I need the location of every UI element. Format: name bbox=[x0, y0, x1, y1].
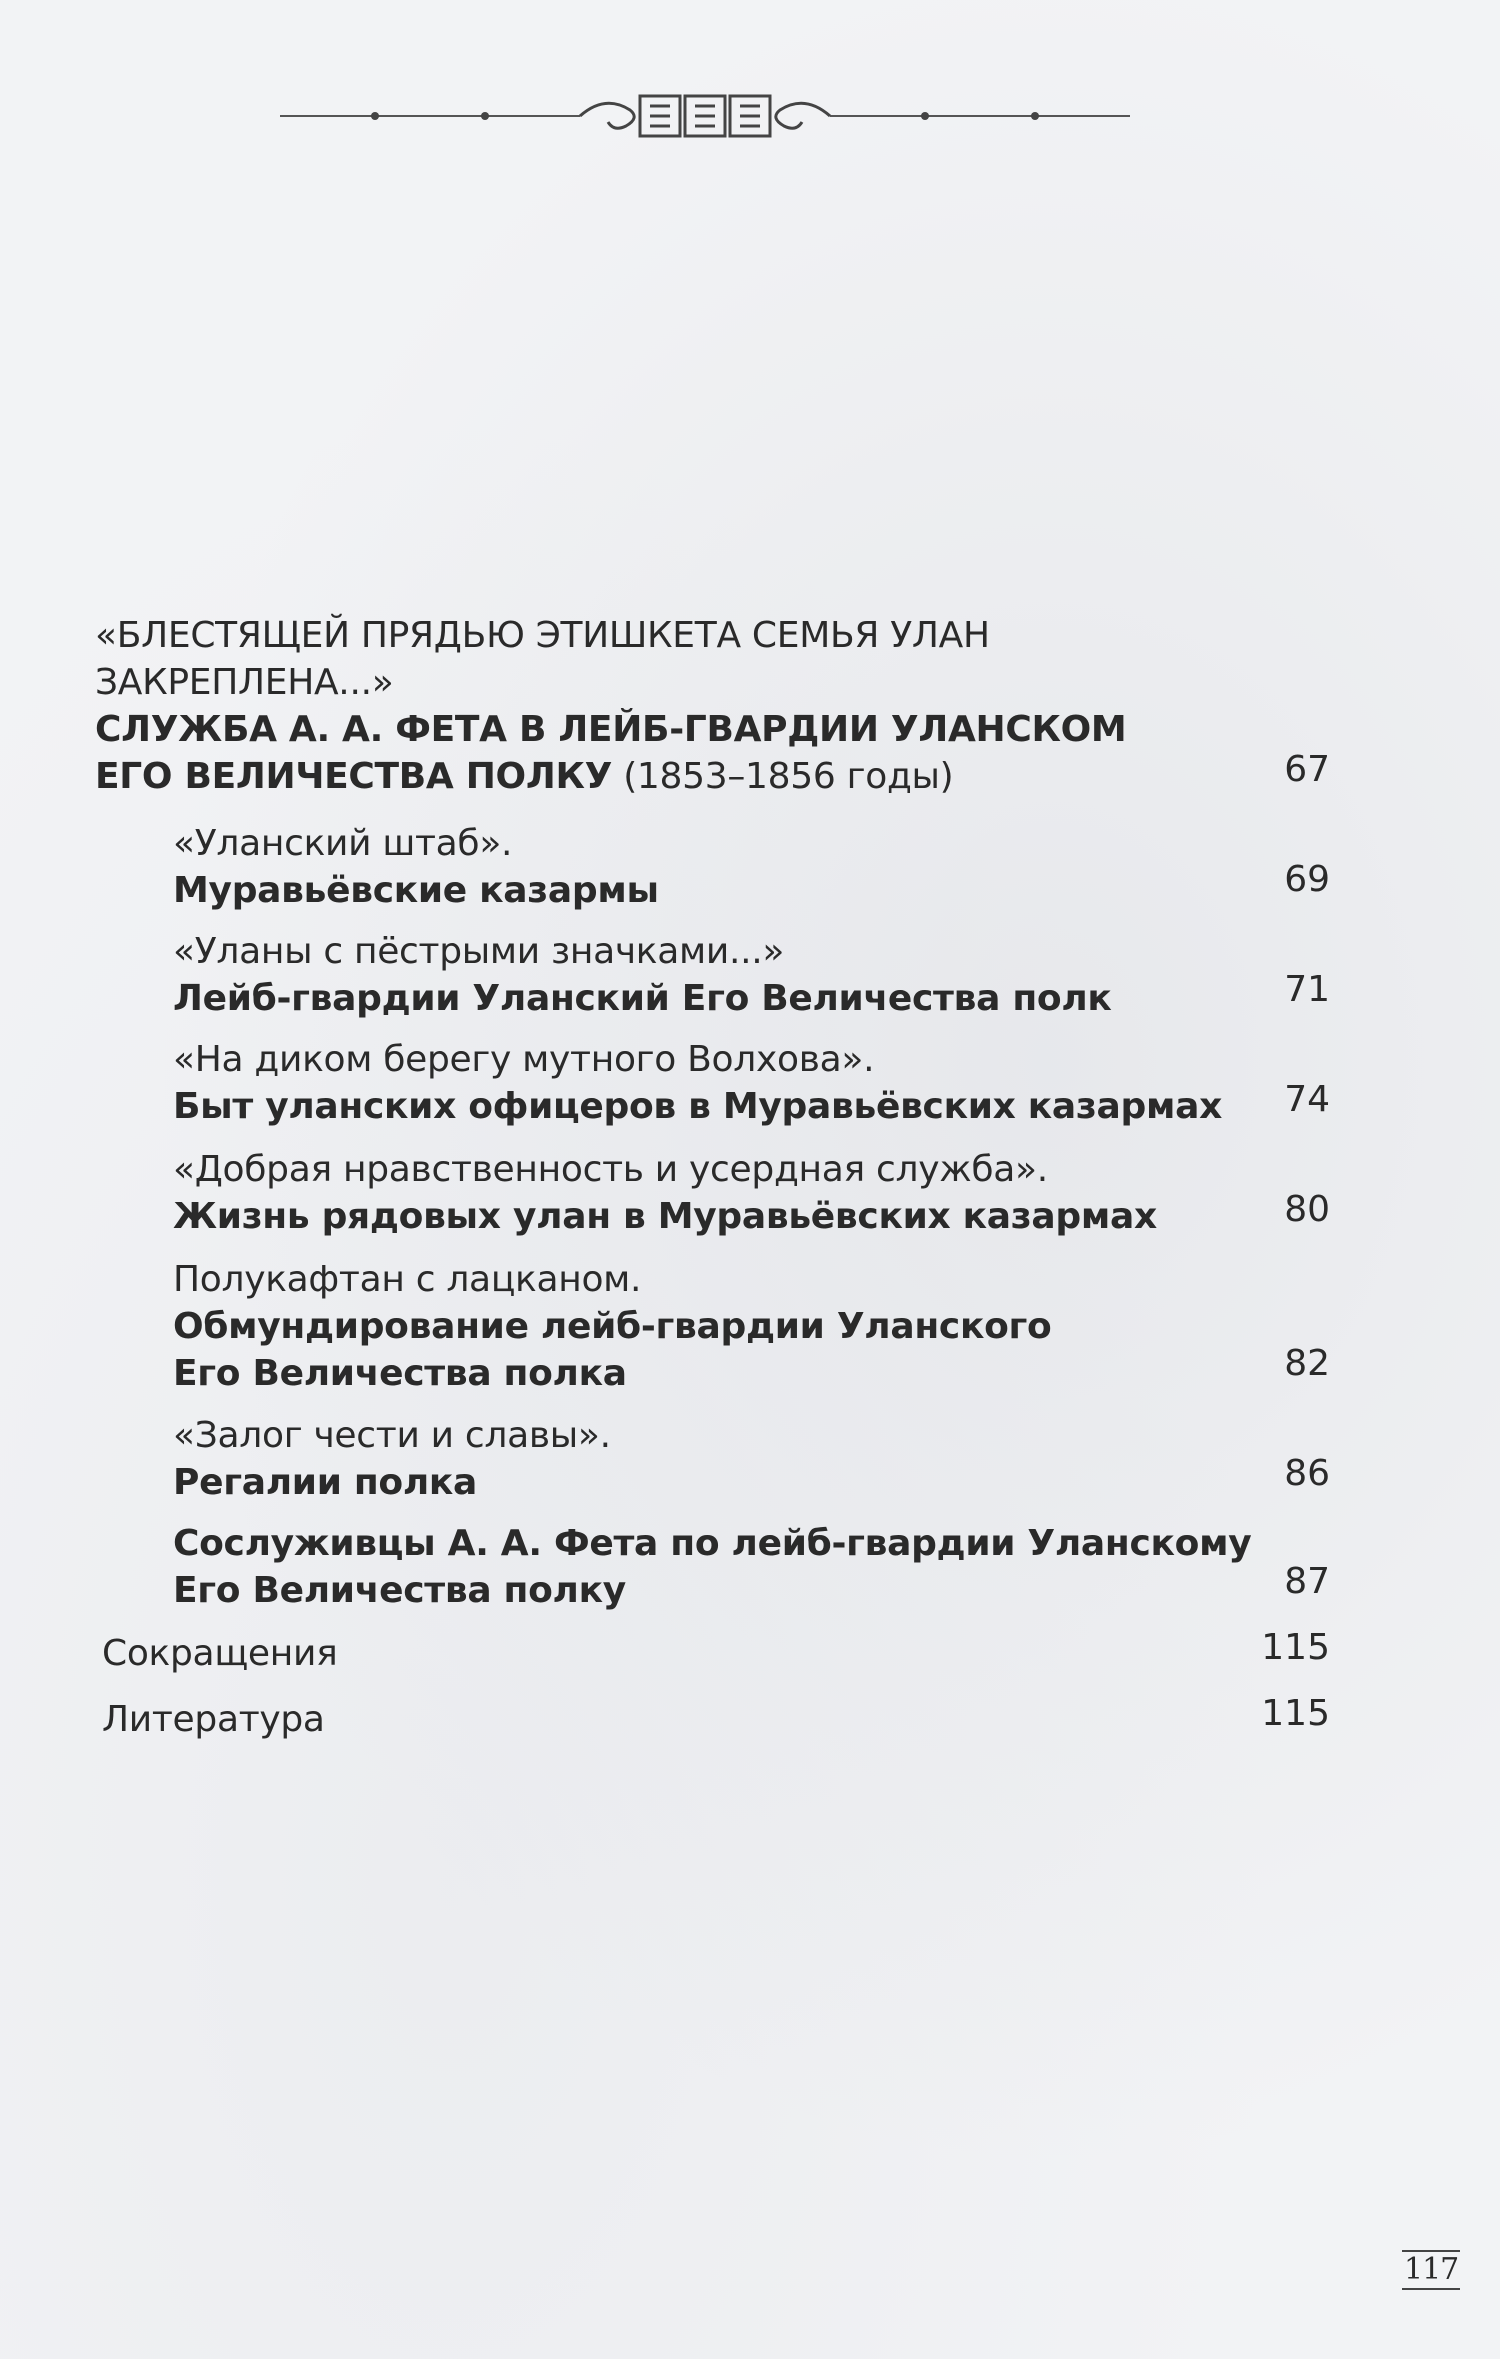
page-number: 117 bbox=[1402, 2250, 1460, 2290]
entry-title-line: Быт уланских офицеров в Муравьёвских казармах bbox=[173, 1086, 1223, 1127]
toc-entry bbox=[173, 1036, 1222, 1130]
entry-plain-line: Сокращения bbox=[102, 1633, 338, 1674]
entry-page-number: 67 bbox=[1284, 749, 1330, 790]
ornamental-divider bbox=[280, 88, 1130, 144]
entry-quote-line: «Уланский штаб». bbox=[173, 823, 513, 864]
entry-title-line: Его Величества полка bbox=[173, 1353, 627, 1394]
entry-title-line: Его Величества полку bbox=[173, 1570, 626, 1611]
toc-entry bbox=[173, 820, 659, 914]
entry-page-number: 115 bbox=[1261, 1627, 1330, 1668]
entry-title-line: СЛУЖБА А. А. ФЕТА В ЛЕЙБ-ГВАРДИИ УЛАНСКОМ bbox=[95, 709, 1127, 750]
entry-title-line: Обмундирование лейб-гвардии Уланского bbox=[173, 1306, 1052, 1347]
entry-quote-line: «Залог чести и славы». bbox=[173, 1415, 611, 1456]
entry-page-number: 69 bbox=[1284, 859, 1330, 900]
entry-page-number: 86 bbox=[1284, 1453, 1330, 1494]
entry-title-line: Лейб-гвардии Уланский Его Величества полк bbox=[173, 978, 1112, 1019]
entry-page-number: 74 bbox=[1284, 1079, 1330, 1120]
entry-page-number: 87 bbox=[1284, 1561, 1330, 1602]
toc-entry bbox=[173, 1146, 1157, 1240]
entry-title-suffix: (1853–1856 годы) bbox=[612, 756, 954, 797]
entry-title-line: Жизнь рядовых улан в Муравьёвских казармах bbox=[173, 1196, 1157, 1237]
entry-title-line: Регалии полка bbox=[173, 1462, 478, 1503]
toc-entry bbox=[102, 1630, 337, 1677]
entry-quote-line: Полукафтан с лацканом. bbox=[173, 1259, 642, 1300]
entry-page-number: 71 bbox=[1284, 969, 1330, 1010]
entry-quote-line: «БЛЕСТЯЩЕЙ ПРЯДЬЮ ЭТИШКЕТА СЕМЬЯ УЛАН bbox=[95, 615, 990, 656]
toc-entry bbox=[173, 1256, 1051, 1397]
entry-page-number: 115 bbox=[1261, 1693, 1330, 1734]
toc-entry bbox=[173, 1412, 611, 1506]
toc-entry bbox=[95, 612, 1126, 800]
entry-title-line: ЕГО ВЕЛИЧЕСТВА ПОЛКУ bbox=[95, 756, 613, 797]
entry-plain-line: Литература bbox=[102, 1699, 325, 1740]
entry-quote-line: ЗАКРЕПЛЕНА...» bbox=[95, 662, 394, 703]
entry-quote-line: «Уланы с пёстрыми значками...» bbox=[173, 931, 785, 972]
toc-entry bbox=[102, 1696, 325, 1743]
toc-entry bbox=[173, 928, 1112, 1022]
toc-entry bbox=[173, 1520, 1251, 1614]
entry-page-number: 80 bbox=[1284, 1189, 1330, 1230]
entry-title-line: Муравьёвские казармы bbox=[173, 870, 659, 911]
entry-title-line: Сослуживцы А. А. Фета по лейб-гвардии Уланскому bbox=[173, 1523, 1252, 1564]
entry-quote-line: «На диком берегу мутного Волхова». bbox=[173, 1039, 875, 1080]
entry-quote-line: «Добрая нравственность и усердная служба». bbox=[173, 1149, 1048, 1190]
entry-page-number: 82 bbox=[1284, 1343, 1330, 1384]
